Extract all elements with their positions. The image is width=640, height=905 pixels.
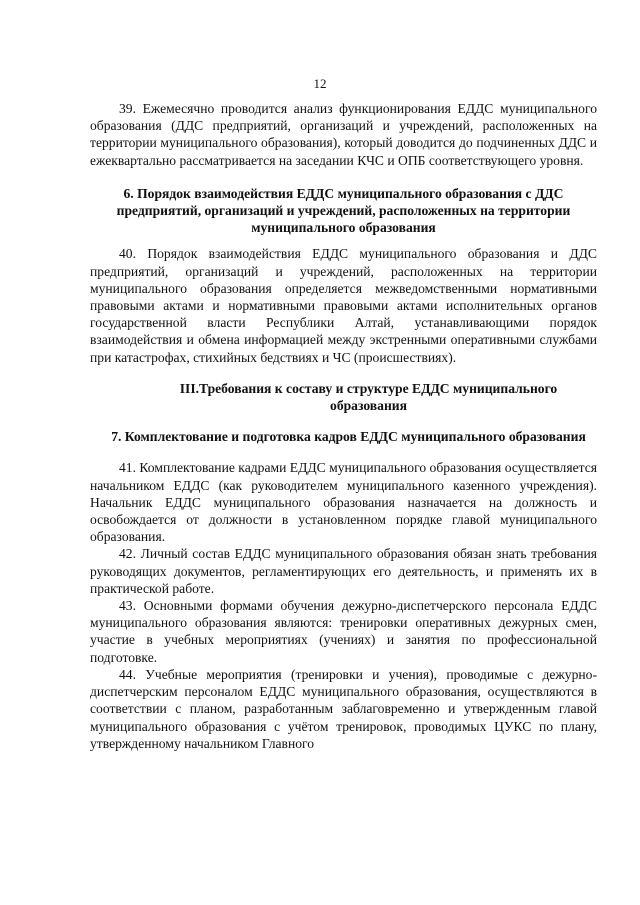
paragraph-42: 42. Личный состав ЕДДС муниципального образования обязан знать требования руководящих документов, регламентирующих его деятельность, и применять их в практической работе.	[90, 546, 597, 596]
section-heading-6: 6. Порядок взаимодействия ЕДДС муниципального образования с ДДС предприятий, организаций и учреждений, расположенных на территории муниципального образования	[116, 185, 571, 236]
part-heading-3: III.Требования к составу и структуре ЕДДС муниципального образования	[179, 380, 558, 414]
paragraph-40: 40. Порядок взаимодействия ЕДДС муниципального образования и ДДС предприятий, организаций и учреждений, расположенных на территории муниципального образования определяется межведомственными нормативными правовыми актами и нормативными правовыми актами исполнительных органов государственной власти Республики Алтай, устанавливающими порядок взаимодействия и обмена информацией между экстренными оперативными службами при катастрофах, стихийных бедствиях и ЧС (происшествиях).	[90, 246, 597, 365]
paragraph-44: 44. Учебные мероприятия (тренировки и учения), проводимые с дежурно-диспетчерским персоналом ЕДДС муниципального образования, осуществляются в соответствии с планом, разработанным заблаговременно и утвержденным главой муниципального образования с учётом тренировок, проводимых ЦУКС по плану, утвержденному начальником Главного	[90, 666, 597, 751]
document-body	[90, 100, 597, 752]
paragraph-43: 43. Основными формами обучения дежурно-диспетчерского персонала ЕДДС муниципального образования являются: тренировки оперативных дежурных смен, участие в учебных мероприятиях (учениях) и занятия по профессиональной подготовке.	[90, 598, 597, 665]
page-number: 12	[313, 76, 327, 91]
section-heading-7: 7. Комплектование и подготовка кадров ЕДДС муниципального образования	[111, 429, 586, 445]
paragraph-39: 39. Ежемесячно проводится анализ функционирования ЕДДС муниципального образования (ДДС предприятий, организаций и учреждений, расположенных на территории муниципального образования), который доводится до подчиненных ДДС и ежеквартально рассматривается на заседании КЧС и ОПБ соответствующего уровня.	[90, 101, 597, 168]
paragraph-41: 41. Комплектование кадрами ЕДДС муниципального образования осуществляется начальником ЕДДС (как руководителем муниципального казенного учреждения). Начальник ЕДДС муниципального образования назначается на должность и освобождается от должности в установленном порядке главой муниципального образования.	[90, 460, 597, 545]
